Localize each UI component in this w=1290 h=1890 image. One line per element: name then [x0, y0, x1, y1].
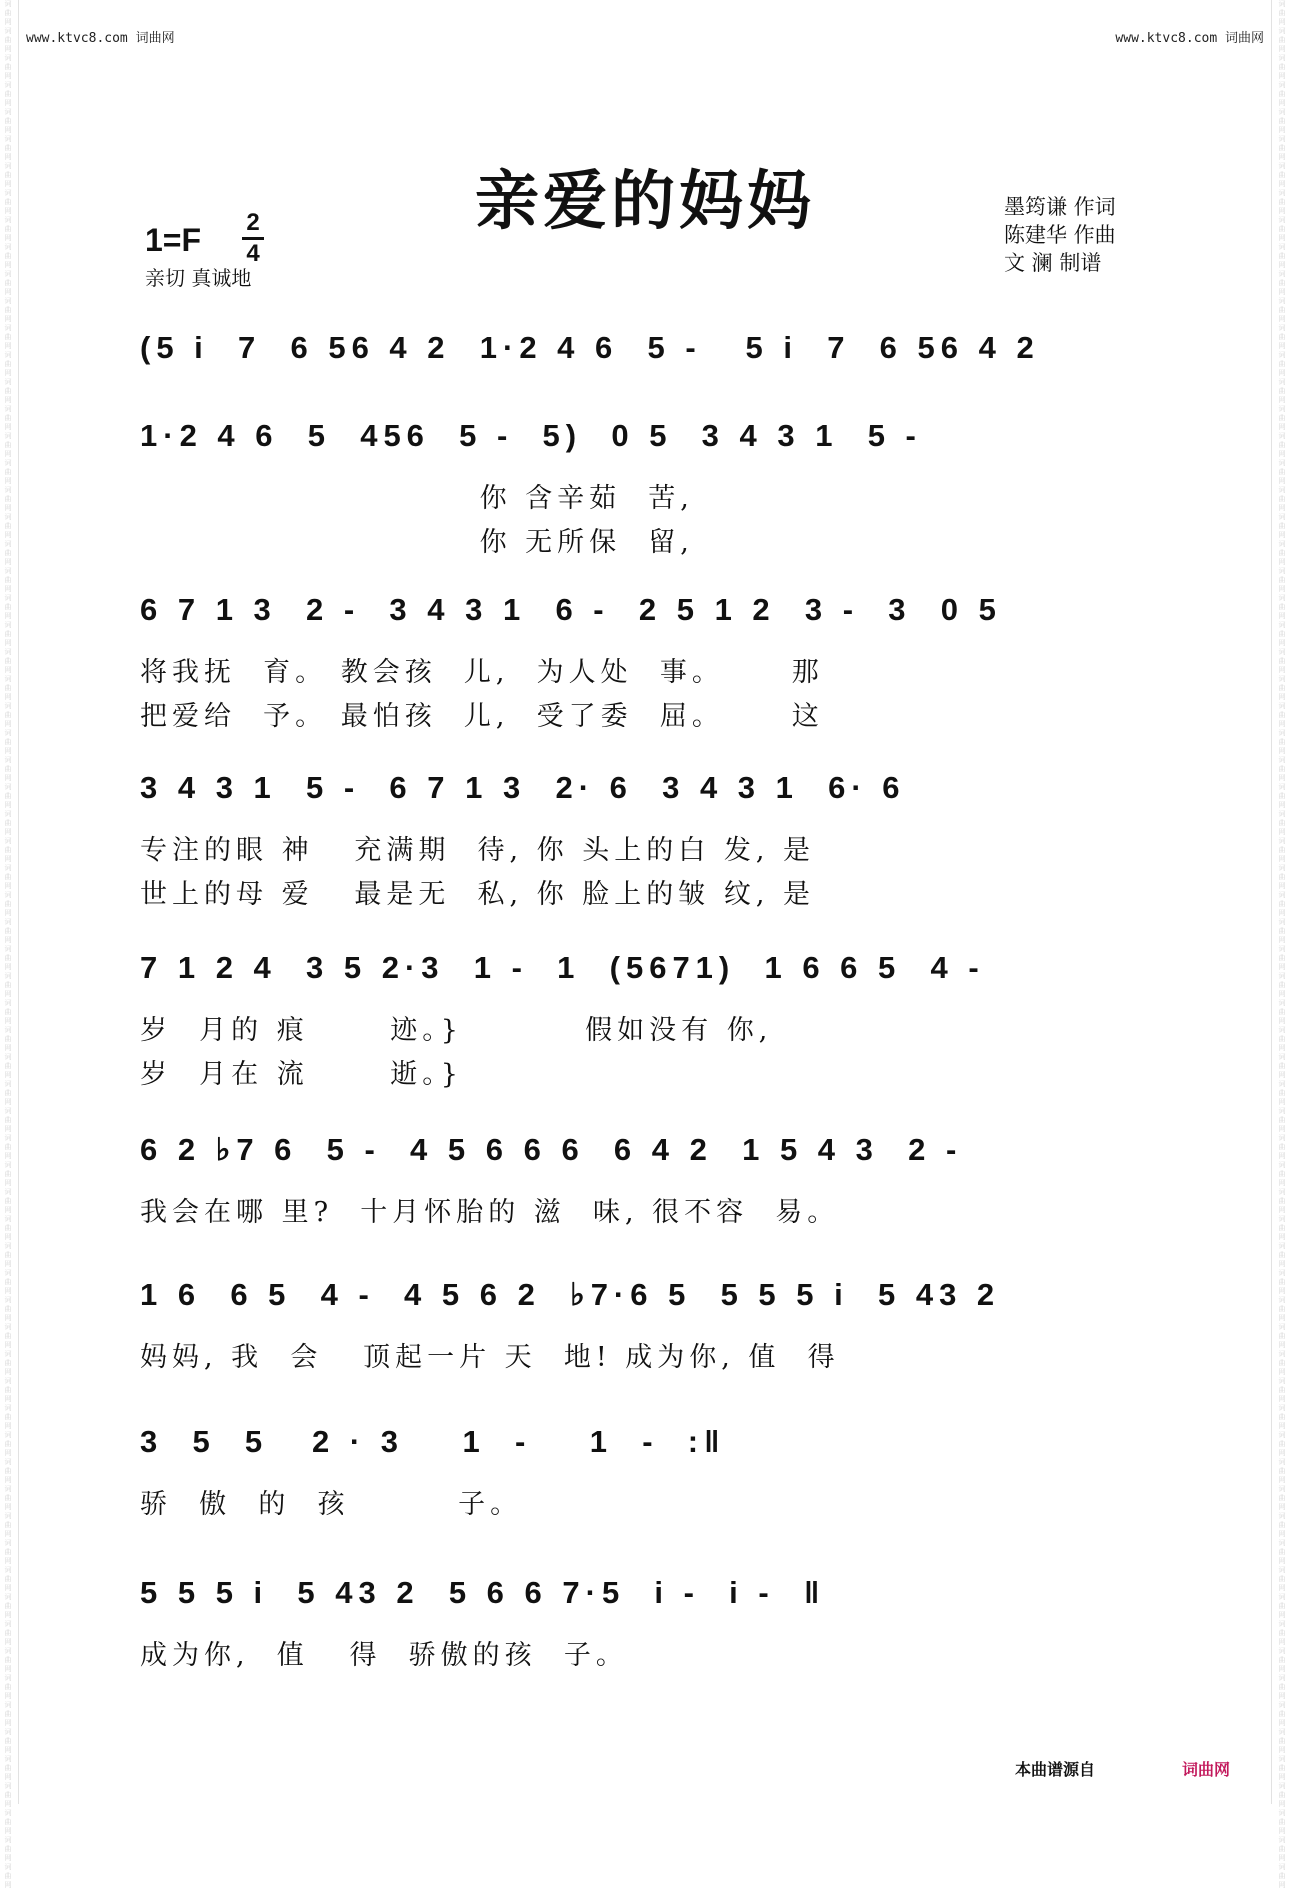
time-signature — [242, 210, 264, 267]
notes-line: 7 1 2 4 3 5 2·3 1 - 1 (5671) 1 6 6 5 4 - — [140, 950, 985, 985]
notes-line: 3 5 5 2 · 3 1 - 1 - :‖ — [140, 1424, 726, 1459]
lyric-line: 我会在哪 里? 十月怀胎的 滋 味, 很不容 易。 — [140, 1197, 840, 1228]
lyric-line: 你 含辛茹 苦, — [140, 483, 694, 514]
time-top: 2 — [246, 209, 260, 236]
notes-line: 1·2 4 6 5 456 5 - 5) 0 5 3 4 3 1 5 - — [140, 418, 922, 453]
notes-line: 6 2 ♭7 6 5 - 4 5 6 6 6 6 4 2 1 5 4 3 2 - — [140, 1132, 963, 1167]
right-border-line — [1271, 0, 1272, 1804]
composer: 陈建华 作曲 — [1004, 223, 1116, 247]
score-row — [140, 330, 1150, 390]
score-row — [140, 1575, 1150, 1635]
score-row — [140, 950, 1150, 1010]
lyric-line: 妈妈, 我 会 顶起一片 天 地! 成为你, 值 得 — [140, 1342, 840, 1373]
site-url-right[interactable]: www.ktvc8.com 词曲网 — [1115, 31, 1264, 46]
left-border-line — [18, 0, 19, 1804]
arranger: 文 澜 制谱 — [1004, 251, 1102, 275]
footer-source: 本曲谱源自 — [1014, 1760, 1095, 1779]
score-row — [140, 592, 1150, 652]
score-row — [140, 770, 1150, 830]
lyric-line: 岁 月在 流 逝。} — [140, 1059, 463, 1090]
notes-line: (5 i 7 6 56 4 2 1·2 4 6 5 - 5 i 7 6 56 4 2 — [140, 330, 1040, 365]
lyricist: 墨筠谦 作词 — [1004, 195, 1116, 219]
site-url-left[interactable]: www.ktvc8.com 词曲网 — [26, 31, 175, 46]
lyric-line: 成为你, 值 得 骄傲的孩 子。 — [140, 1640, 628, 1671]
lyric-line: 世上的母 爱 最是无 私, 你 脸上的皱 纹, 是 — [140, 879, 815, 910]
song-title: 亲爱的妈妈 — [475, 164, 815, 239]
lyric-line: 将我抚 育。 教会孩 儿, 为人处 事。 那 — [140, 657, 824, 688]
notes-line: 6 7 1 3 2 - 3 4 3 1 6 - 2 5 1 2 3 - 3 0 5 — [140, 592, 1002, 627]
lyric-line: 你 无所保 留, — [140, 527, 694, 558]
score-row — [140, 1424, 1150, 1484]
score-row — [140, 1132, 1150, 1192]
key-signature: 1=F — [145, 222, 202, 258]
credits — [1004, 193, 1116, 277]
lyric-line: 骄 傲 的 孩 子。 — [140, 1489, 523, 1520]
lyric-line: 专注的眼 神 充满期 待, 你 头上的白 发, 是 — [140, 835, 815, 866]
lyric-line: 岁 月的 痕 迹。} 假如没有 你, — [140, 1015, 773, 1046]
score-row — [140, 418, 1150, 478]
notes-line: 3 4 3 1 5 - 6 7 1 3 2· 6 3 4 3 1 6· 6 — [140, 770, 906, 805]
time-bottom: 4 — [246, 240, 260, 267]
left-watermark-strip: 词曲网词曲网词曲网词曲网词曲网词曲网词曲网词曲网词曲网词曲网词曲网词曲网词曲网词曲网词曲网词曲网词曲网词曲网词曲网词曲网词曲网词曲网词曲网词曲网词曲网词曲网词曲网词曲网词曲网词曲网词曲网词曲网词曲网词曲网词曲网词曲网词曲网词曲网词曲网词曲网词曲网词曲网词曲网词曲网词曲网词曲网词曲网词曲网词曲网词曲网词曲网词曲网词曲网词曲网词曲网词曲网词曲网词曲网词曲网词曲网词曲网词曲网词曲网词曲网词曲网词曲网词曲网词曲网词曲网词曲网 — [4, 0, 12, 1889]
score-row — [140, 1277, 1150, 1337]
tempo-marking: 亲切 真诚地 — [145, 266, 252, 290]
notes-line: 5 5 5 i 5 43 2 5 6 6 7·5 i - i - ‖ — [140, 1575, 826, 1610]
notes-line: 1 6 6 5 4 - 4 5 6 2 ♭7·6 5 5 5 5 i 5 43 2 — [140, 1277, 1001, 1312]
right-watermark-strip: 词曲网词曲网词曲网词曲网词曲网词曲网词曲网词曲网词曲网词曲网词曲网词曲网词曲网词曲网词曲网词曲网词曲网词曲网词曲网词曲网词曲网词曲网词曲网词曲网词曲网词曲网词曲网词曲网词曲网词曲网词曲网词曲网词曲网词曲网词曲网词曲网词曲网词曲网词曲网词曲网词曲网词曲网词曲网词曲网词曲网词曲网词曲网词曲网词曲网词曲网词曲网词曲网词曲网词曲网词曲网词曲网词曲网词曲网词曲网词曲网词曲网词曲网词曲网词曲网词曲网词曲网词曲网词曲网词曲网词曲网 — [1278, 0, 1286, 1889]
footer-brand[interactable]: 词曲网 — [1181, 1760, 1230, 1779]
lyric-line: 把爱给 予。 最怕孩 儿, 受了委 屈。 这 — [140, 701, 824, 732]
